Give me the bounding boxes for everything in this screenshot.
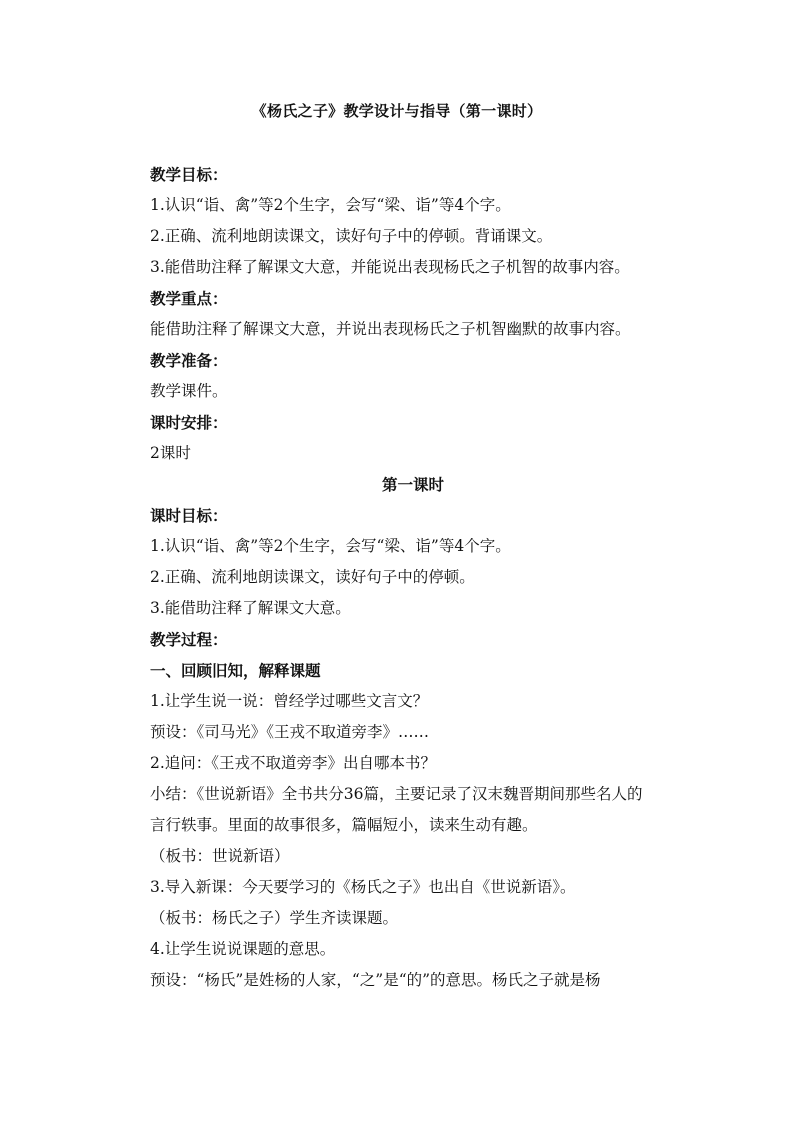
goal-item-3: 3.能借助注释了解课文大意，并能说出表现杨氏之子机智的故事内容。 — [150, 258, 630, 276]
document-body — [150, 159, 670, 996]
process-step-3: 3.导入新课：今天要学习的《杨氏之子》也出自《世说新语》。 — [150, 878, 576, 896]
preparation-text: 教学课件。 — [150, 382, 228, 400]
summary-line-2: 言行轶事。里面的故事很多，篇幅短小，读来生动有趣。 — [150, 816, 538, 834]
process-preset-4: 预设：“杨氏”是姓杨的人家，“之”是“的”的意思。杨氏之子就是杨 — [150, 971, 601, 989]
process-step-1: 1.让学生说一说：曾经学过哪些文言文？ — [150, 692, 429, 710]
process-preset-1: 预设：《司马光》《王戎不取道旁李》…… — [150, 723, 430, 741]
process-step-2: 2.追问：《王戎不取道旁李》出自哪本书？ — [150, 754, 437, 772]
lesson-goal-2: 2.正确、流利地朗读课文，读好句子中的停顿。 — [150, 568, 475, 586]
heading-process: 教学过程： — [150, 630, 228, 649]
heading-preparation: 教学准备： — [150, 351, 228, 370]
goal-item-1: 1.认识“诣、禽”等2个生字，会写“梁、诣”等4个字。 — [150, 196, 511, 214]
section-heading-first-lesson: 第一课时 — [381, 475, 444, 494]
heading-schedule: 课时安排： — [150, 413, 228, 432]
heading-lesson-goals: 课时目标： — [150, 506, 228, 525]
schedule-text: 2课时 — [150, 444, 191, 462]
board-note-2: （板书：杨氏之子）学生齐读课题。 — [150, 909, 399, 927]
heading-key-points: 教学重点： — [150, 289, 228, 308]
goal-item-2: 2.正确、流利地朗读课文，读好句子中的停顿。背诵课文。 — [150, 227, 553, 245]
key-points-text: 能借助注释了解课文大意，并说出表现杨氏之子机智幽默的故事内容。 — [150, 320, 631, 338]
heading-teaching-goals: 教学目标： — [150, 165, 228, 184]
summary-line-1: 小结：《世说新语》全书共分36篇，主要记录了汉末魏晋期间那些名人的 — [150, 785, 643, 803]
lesson-goal-1: 1.认识“诣、禽”等2个生字，会写“梁、诣”等4个字。 — [150, 537, 511, 555]
document-title: 《杨氏之子》教学设计与指导（第一课时） — [251, 102, 543, 120]
process-step-4: 4.让学生说说课题的意思。 — [150, 940, 336, 958]
process-section-1: 一、回顾旧知，解释课题 — [150, 661, 321, 680]
lesson-goal-3: 3.能借助注释了解课文大意。 — [150, 599, 351, 617]
board-note-1: （板书：世说新语） — [150, 847, 290, 865]
